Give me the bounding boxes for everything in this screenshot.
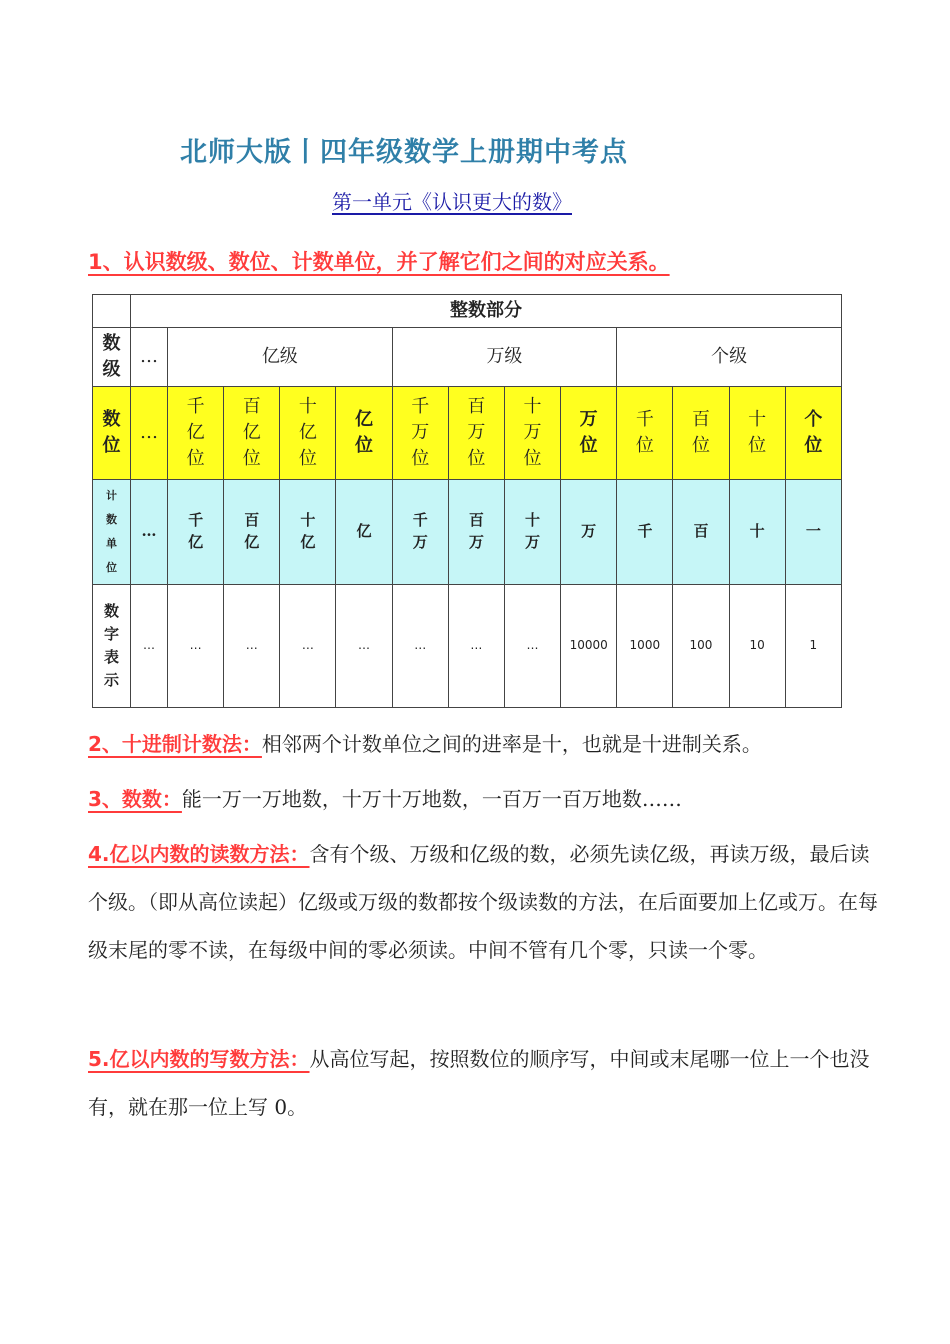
- paragraph-4-text: 含有个级、万级和亿级的数，必须先读亿级，再读万级，最后读个级。（即从高位读起）亿级或万级的数都按个级读数的方法，在后面要加上亿或万。在每级末尾的零不读，在每级中间的零必须读。中间不管有几个零，只读一个零。: [88, 842, 878, 962]
- paragraph-3-lead: 3、数数：: [88, 787, 182, 811]
- place-cell: 百 位: [691, 408, 710, 456]
- paragraph-4-lead: 4.亿以内数的读数方法：: [88, 842, 310, 866]
- unit-cell: 亿: [356, 522, 372, 541]
- place-cell: …: [140, 421, 158, 443]
- paragraph-3-text: 能一万一万地数，十万十万地数，一百万一百万地数……: [181, 787, 682, 811]
- level-row: [93, 328, 842, 387]
- number-cell: 100: [689, 638, 713, 653]
- unit-cell: 一: [805, 522, 821, 541]
- table-header-row: [93, 295, 842, 328]
- row-label-unit: 计 数 单 位: [106, 488, 117, 575]
- paragraph-2-lead: 2、十进制计数法：: [88, 732, 262, 756]
- number-cell: 10000: [569, 638, 608, 653]
- number-cell: 10: [749, 638, 765, 653]
- number-row: [93, 585, 842, 708]
- unit-cell: 百 亿: [244, 511, 260, 551]
- place-cell: 十 亿 位: [298, 395, 317, 470]
- number-cell: …: [526, 638, 539, 653]
- row-label-level: 数 级: [102, 332, 121, 380]
- unit-cell: 千: [637, 522, 653, 541]
- paragraph-2: [88, 720, 878, 768]
- unit-subtitle: 第一单元《认识更大的数》: [332, 190, 572, 214]
- paragraph-5-text: 从高位写起，按照数位的顺序写，中间或末尾哪一位上一个也没有，就在那一位上写 0。: [88, 1047, 870, 1119]
- number-cell: …: [245, 638, 258, 653]
- paragraph-5-lead: 5.亿以内数的写数方法：: [88, 1047, 310, 1071]
- unit-cell: 百 万: [468, 511, 484, 551]
- unit-cell: 万: [581, 522, 597, 541]
- place-cell: 千 位: [635, 408, 654, 456]
- unit-cell: 十 亿: [300, 511, 316, 551]
- place-value-table: [92, 294, 842, 708]
- number-cell: …: [143, 638, 155, 653]
- unit-cell: 千 亿: [188, 511, 204, 551]
- table-corner-cell: [93, 295, 131, 328]
- number-cell: …: [358, 638, 371, 653]
- row-label-place: 数 位: [102, 408, 121, 456]
- row-label-number: 数 字 表 示: [103, 601, 119, 690]
- paragraph-5: [88, 1035, 878, 1131]
- place-cell: 万 位: [579, 408, 598, 456]
- paragraph-4: [88, 830, 878, 974]
- paragraph-3: [88, 775, 878, 823]
- number-cell: 1: [809, 638, 818, 653]
- level-cell: …: [131, 328, 168, 387]
- number-cell: …: [301, 638, 314, 653]
- paragraph-2-text: 相邻两个计数单位之间的进率是十，也就是十进制关系。: [261, 732, 762, 756]
- number-cell: 1000: [629, 638, 661, 653]
- number-cell: …: [414, 638, 427, 653]
- place-cell: 十 万 位: [523, 395, 542, 470]
- unit-cell: 百: [693, 522, 709, 541]
- number-cell: …: [189, 638, 202, 653]
- unit-row: [93, 480, 842, 585]
- document-title: 北师大版丨四年级数学上册期中考点: [180, 137, 628, 168]
- place-cell: 百 万 位: [467, 395, 486, 470]
- place-cell: 个 位: [804, 408, 823, 456]
- place-cell: 千 亿 位: [186, 395, 205, 470]
- level-cell: 亿级: [168, 328, 393, 387]
- place-cell: 十 位: [748, 408, 767, 456]
- unit-cell: 千 万: [412, 511, 428, 551]
- place-cell: 千 万 位: [411, 395, 430, 470]
- place-row: [93, 387, 842, 480]
- place-cell: 百 亿 位: [242, 395, 261, 470]
- unit-cell: 十: [749, 522, 765, 541]
- unit-cell: …: [141, 522, 157, 541]
- unit-cell: 十 万: [525, 511, 541, 551]
- number-cell: …: [470, 638, 483, 653]
- section-1-heading: 1、认识数级、数位、计数单位，并了解它们之间的对应关系。: [88, 250, 670, 274]
- place-cell: 亿 位: [355, 408, 374, 456]
- level-cell: 个级: [617, 328, 842, 387]
- level-cell: 万级: [392, 328, 617, 387]
- integer-part-header: 整数部分: [131, 295, 842, 328]
